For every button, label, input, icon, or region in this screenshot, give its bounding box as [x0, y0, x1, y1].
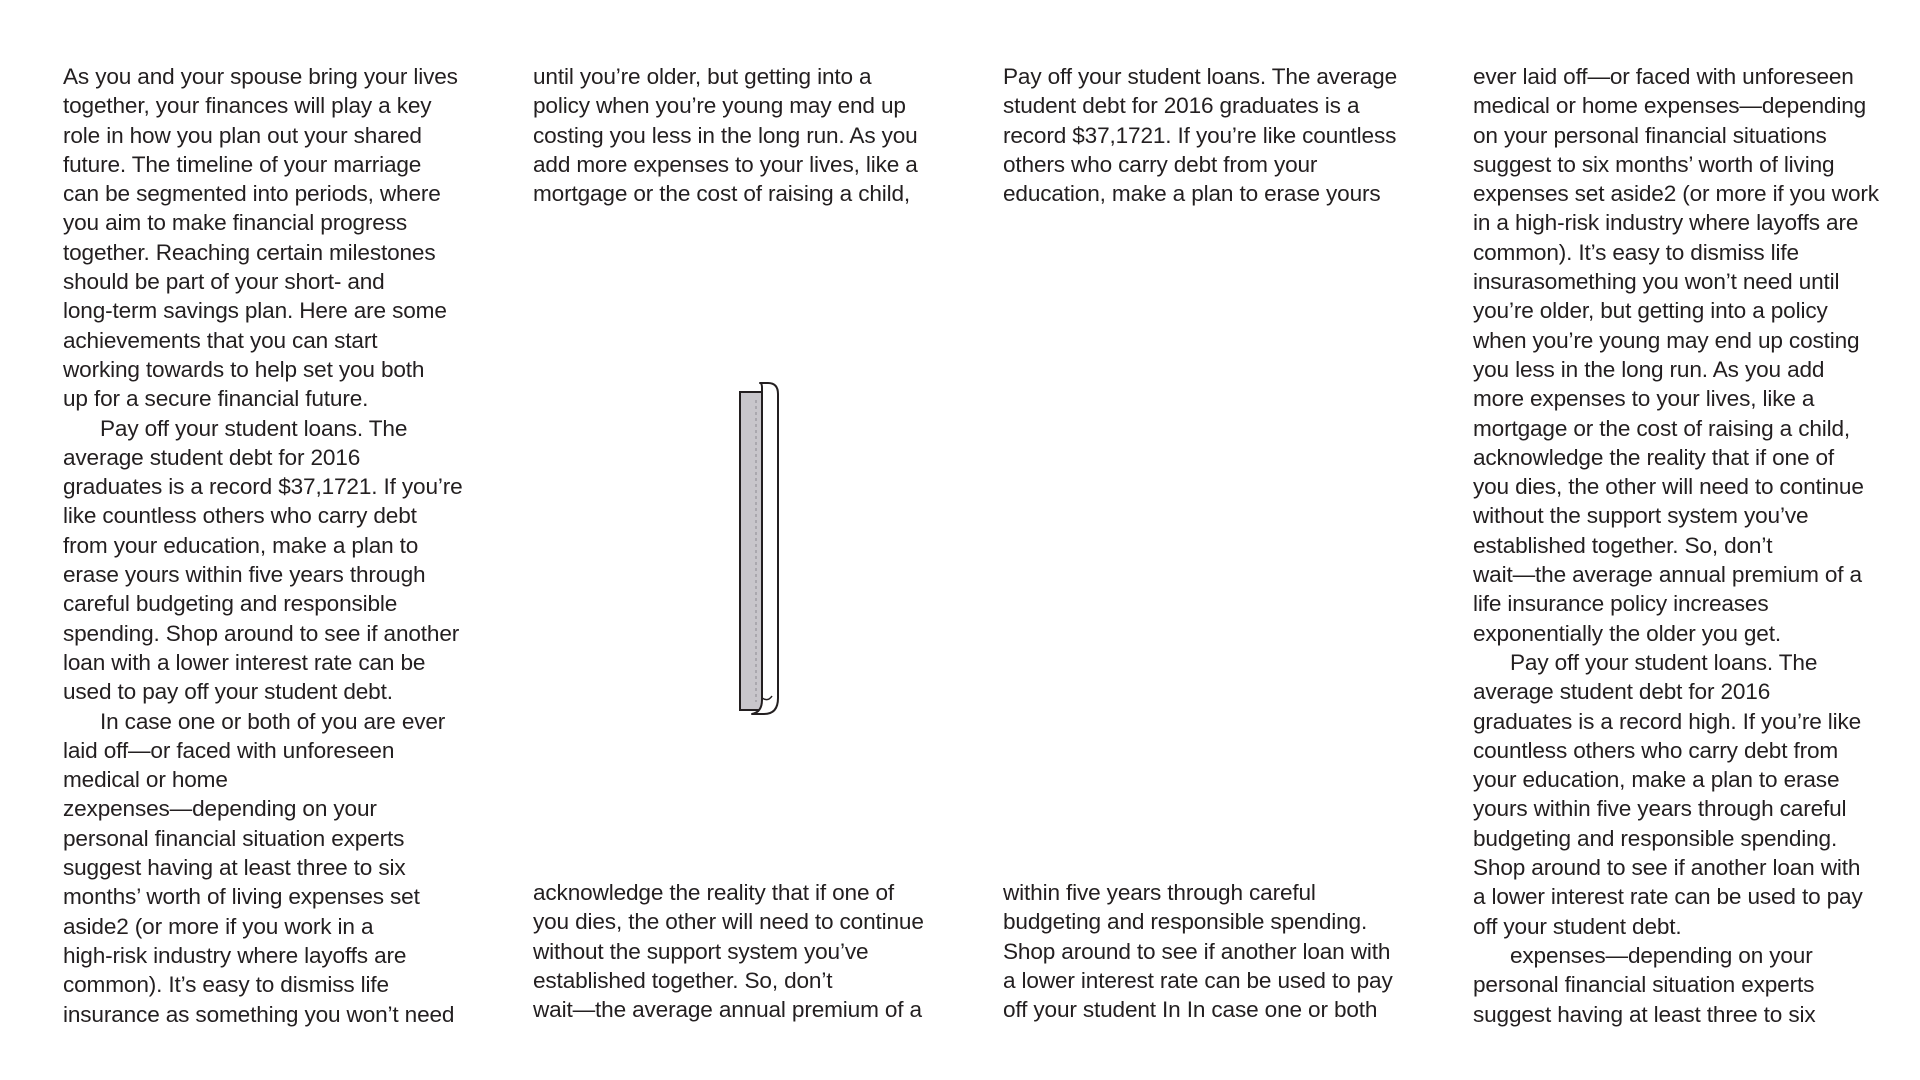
column-1: [63, 62, 483, 1029]
text-line: role in how you plan out your shared: [63, 122, 422, 148]
text-line: together, your finances will play a key: [63, 93, 432, 119]
text-line: insurance as something you won’t need: [63, 1001, 455, 1027]
text-line: yours within five years through careful: [1473, 796, 1847, 822]
text-line: when you’re young may end up costing: [1473, 327, 1860, 353]
text-line: off your student In In case one or both: [1003, 997, 1378, 1023]
text-line: costing you less in the long run. As you: [533, 122, 918, 148]
text-line: loan with a lower interest rate can be: [63, 649, 426, 675]
text-line: others who carry debt from your: [1003, 151, 1318, 177]
text-line: average student debt for 2016: [63, 444, 361, 470]
column-2-top: [533, 62, 953, 208]
text-line: insurasomething you won’t need until: [1473, 269, 1840, 295]
text-line: mortgage or the cost of raising a child,: [533, 181, 911, 207]
text-line: expenses—depending on your: [1510, 942, 1813, 968]
text-line: Pay off your student loans. The average: [1003, 64, 1397, 89]
text-line: laid off—or faced with unforeseen: [63, 737, 395, 763]
text-line: suggest having at least three to six: [1473, 1001, 1816, 1027]
text-line: you dies, the other will need to continue: [533, 909, 924, 935]
text-line: acknowledge the reality that if one of: [1473, 444, 1835, 470]
text-line: months’ worth of living expenses set: [63, 884, 420, 910]
text-line: established together. So, don’t: [1473, 532, 1773, 558]
text-line: erase yours within five years through: [63, 562, 426, 588]
text-line: like countless others who carry debt: [63, 503, 417, 529]
text-line: common). It’s easy to dismiss life: [1473, 239, 1799, 265]
text-line: off your student debt.: [1473, 913, 1682, 939]
text-line: careful budgeting and responsible: [63, 591, 398, 617]
text-line: until you’re older, but getting into a: [533, 64, 872, 89]
text-line: budgeting and responsible spending.: [1003, 909, 1368, 935]
text-line: average student debt for 2016: [1473, 679, 1771, 705]
text-line: expenses set aside2 (or more if you work: [1473, 181, 1879, 207]
text-line: life insurance policy increases: [1473, 591, 1769, 617]
text-line: graduates is a record high. If you’re like: [1473, 708, 1862, 734]
text-line: common). It’s easy to dismiss life: [63, 972, 389, 998]
text-line: education, make a plan to erase yours: [1003, 181, 1381, 207]
column-3-bottom: [1003, 878, 1423, 1024]
text-line: long-term savings plan. Here are some: [63, 298, 447, 324]
text-line: budgeting and responsible spending.: [1473, 825, 1838, 851]
text-line: wait—the average annual premium of a: [1473, 562, 1862, 588]
text-line: Pay off your student loans. The: [1510, 649, 1818, 675]
text-line: student debt for 2016 graduates is a: [1003, 93, 1360, 119]
text-line: exponentially the older you get.: [1473, 620, 1781, 646]
text-line: policy when you’re young may end up: [533, 93, 906, 119]
text-line: suggest to six months’ worth of living: [1473, 151, 1835, 177]
column-4: [1473, 62, 1893, 1029]
text-line: you’re older, but getting into a policy: [1473, 298, 1828, 324]
text-line: on your personal financial situations: [1473, 122, 1827, 148]
text-line: In case one or both of you are ever: [100, 708, 446, 734]
text-line: aside2 (or more if you work in a: [63, 913, 374, 939]
text-line: in a high-risk industry where layoffs are: [1473, 210, 1859, 236]
text-line: spending. Shop around to see if another: [63, 620, 460, 646]
text-line: record $37,1721. If you’re like countless: [1003, 122, 1397, 148]
text-line: suggest having at least three to six: [63, 855, 406, 881]
text-line: graduates is a record $37,1721. If you’re: [63, 474, 463, 500]
text-line: you aim to make financial progress: [63, 210, 408, 236]
text-line: together. Reaching certain milestones: [63, 239, 436, 265]
text-line: future. The timeline of your marriage: [63, 151, 422, 177]
text-line: Shop around to see if another loan with: [1003, 938, 1391, 964]
text-line: you dies, the other will need to continue: [1473, 474, 1864, 500]
text-line: can be segmented into periods, where: [63, 181, 441, 207]
text-line: medical or home expenses—depending: [1473, 93, 1867, 119]
text-line: should be part of your short- and: [63, 269, 385, 295]
text-line: you less in the long run. As you add: [1473, 356, 1825, 382]
text-line: medical or home: [63, 767, 228, 793]
column-3-top: [1003, 62, 1423, 208]
text-line: mortgage or the cost of raising a child,: [1473, 415, 1851, 441]
text-line: used to pay off your student debt.: [63, 679, 393, 705]
text-line: achievements that you can start: [63, 327, 378, 353]
text-line: a lower interest rate can be used to pay: [1473, 884, 1863, 910]
text-line: without the support system you’ve: [1473, 503, 1809, 529]
text-line: acknowledge the reality that if one of: [533, 880, 895, 905]
text-line: from your education, make a plan to: [63, 532, 419, 558]
text-line: personal financial situation experts: [1473, 972, 1815, 998]
text-line: high-risk industry where layoffs are: [63, 942, 407, 968]
text-line: working towards to help set you both: [63, 356, 425, 382]
text-line: established together. So, don’t: [533, 967, 833, 993]
text-line: add more expenses to your lives, like a: [533, 151, 918, 177]
text-line: your education, make a plan to erase: [1473, 767, 1840, 793]
text-line: Pay off your student loans. The: [100, 415, 408, 441]
text-line: a lower interest rate can be used to pay: [1003, 967, 1393, 993]
text-line: without the support system you’ve: [533, 938, 869, 964]
text-line: more expenses to your lives, like a: [1473, 386, 1815, 412]
text-line: As you and your spouse bring your lives: [63, 64, 458, 89]
text-line: Shop around to see if another loan with: [1473, 855, 1861, 881]
text-line: wait—the average annual premium of a: [533, 997, 922, 1023]
page-fold-icon: [738, 380, 784, 718]
column-2-bottom: [533, 878, 953, 1024]
text-line: within five years through careful: [1003, 880, 1316, 905]
text-line: countless others who carry debt from: [1473, 737, 1839, 763]
text-line: ever laid off—or faced with unforeseen: [1473, 64, 1854, 89]
text-line: zexpenses—depending on your: [63, 796, 377, 822]
text-line: personal financial situation experts: [63, 825, 405, 851]
text-line: up for a secure financial future.: [63, 386, 369, 412]
